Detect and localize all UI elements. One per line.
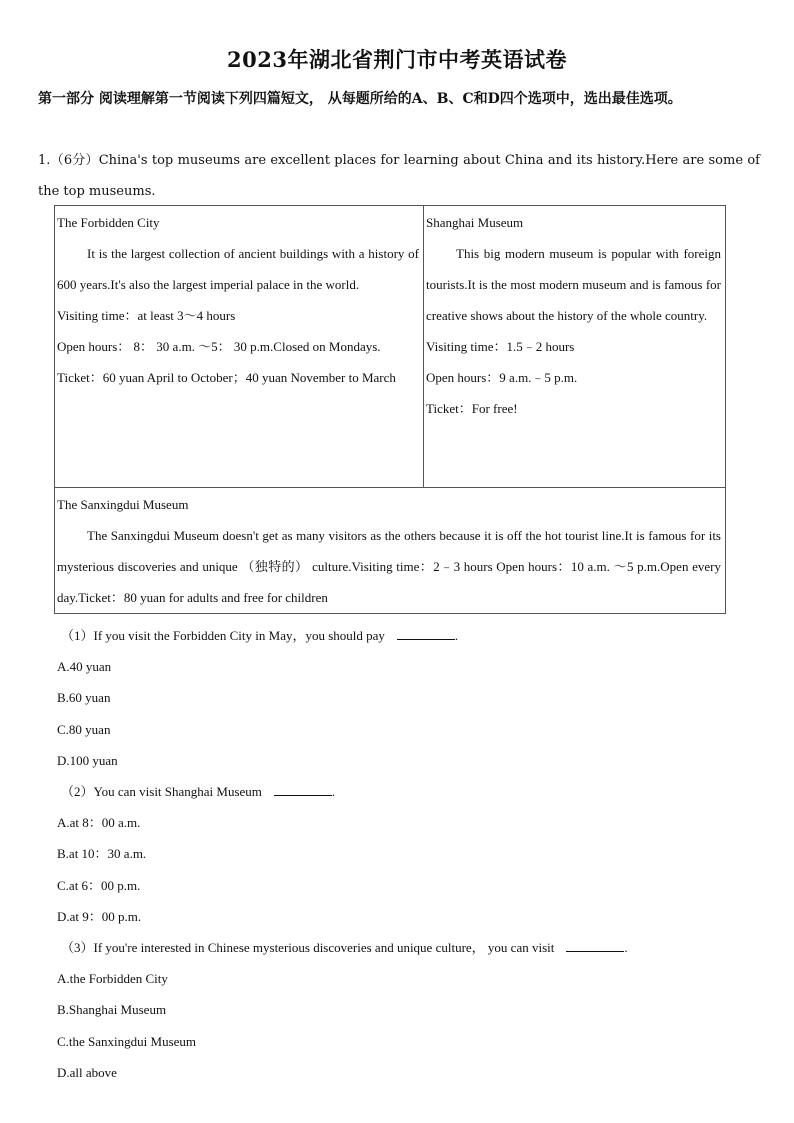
option-2d: D.at 9：00 p.m. (57, 908, 142, 924)
exam-title: 2023年湖北省荆门市中考英语试卷 (227, 47, 567, 72)
answer-blank (566, 937, 624, 952)
question-stem-1: （1）If you visit the Forbidden City in May，you should pay . (57, 620, 757, 651)
museum-name-forbidden: The Forbidden City (57, 215, 160, 230)
question-number: 1. (38, 153, 51, 168)
option-1a: A.40 yuan (57, 659, 112, 675)
option-3a: A.the Forbidden City (57, 971, 168, 987)
option-1d: D.100 yuan (57, 752, 118, 768)
ticket-shanghai: Ticket：For free! (426, 401, 518, 416)
open-hours-forbidden: Open hours： 8： 30 a.m. ～5： 30 p.m.Closed on Mondays. (57, 339, 381, 354)
museum-name-sanxingdui: The Sanxingdui Museum (57, 497, 189, 512)
option-2a: A.at 8：00 a.m. (57, 815, 141, 831)
option-1b: B.60 yuan (57, 690, 111, 706)
question-intro: China's top museums are excellent places for learning about China and its history.Here are some of the top museums. (38, 153, 760, 199)
question-1-intro (38, 145, 760, 207)
option-3d: D.all above (57, 1064, 117, 1080)
museum-desc-sanxingdui: The Sanxingdui Museum doesn't get as many visitors as the others because it is off the hot tourist line.It is famous for its mysterious discoveries and unique （独特的） culture.Visiting time：2﹣3 hours Open hours：10 a.m. ～5 p.m.Open every day.Ticket：80 yuan for adults and free for children (57, 528, 721, 605)
answer-blank (397, 625, 455, 640)
open-hours-shanghai: Open hours：9 a.m.﹣5 p.m. (426, 370, 578, 385)
option-2b: B.at 10：30 a.m. (57, 846, 147, 862)
question-stem-3: （3）If you're interested in Chinese mysterious discoveries and unique culture， you can visit . (57, 932, 757, 963)
section-instructions: 第一部分 阅读理解第一节阅读下列四篇短文， 从每题所给的A、B、C和D四个选项中，选出最佳选项。 (38, 91, 682, 107)
museum-desc-forbidden: It is the largest collection of ancient buildings with a history of 600 years.It's also the largest imperial palace in the world. (57, 246, 419, 292)
option-3c: C.the Sanxingdui Museum (57, 1033, 197, 1049)
visiting-time-shanghai: Visiting time：1.5﹣2 hours (426, 339, 575, 354)
option-3b: B.Shanghai Museum (57, 1002, 167, 1018)
question-stem-2: （2）You can visit Shanghai Museum . (57, 776, 757, 807)
option-2c: C.at 6：00 p.m. (57, 877, 141, 893)
questions-list (57, 620, 757, 1088)
museum-name-shanghai: Shanghai Museum (426, 215, 524, 230)
answer-blank (274, 781, 332, 796)
ticket-forbidden: Ticket：60 yuan April to October；40 yuan November to March (57, 370, 396, 385)
sanxingdui-museum-cell (55, 488, 726, 614)
museum-table (54, 205, 726, 614)
option-1c: C.80 yuan (57, 721, 111, 737)
museum-desc-shanghai: This big modern museum is popular with foreign tourists.It is the most modern museum and is famous for creative shows about the history of the whole country. (426, 246, 721, 323)
visiting-time-forbidden: Visiting time：at least 3～4 hours (57, 308, 236, 323)
forbidden-city-cell (55, 206, 424, 488)
shanghai-museum-cell (424, 206, 726, 488)
question-score: （6分） (50, 153, 99, 168)
